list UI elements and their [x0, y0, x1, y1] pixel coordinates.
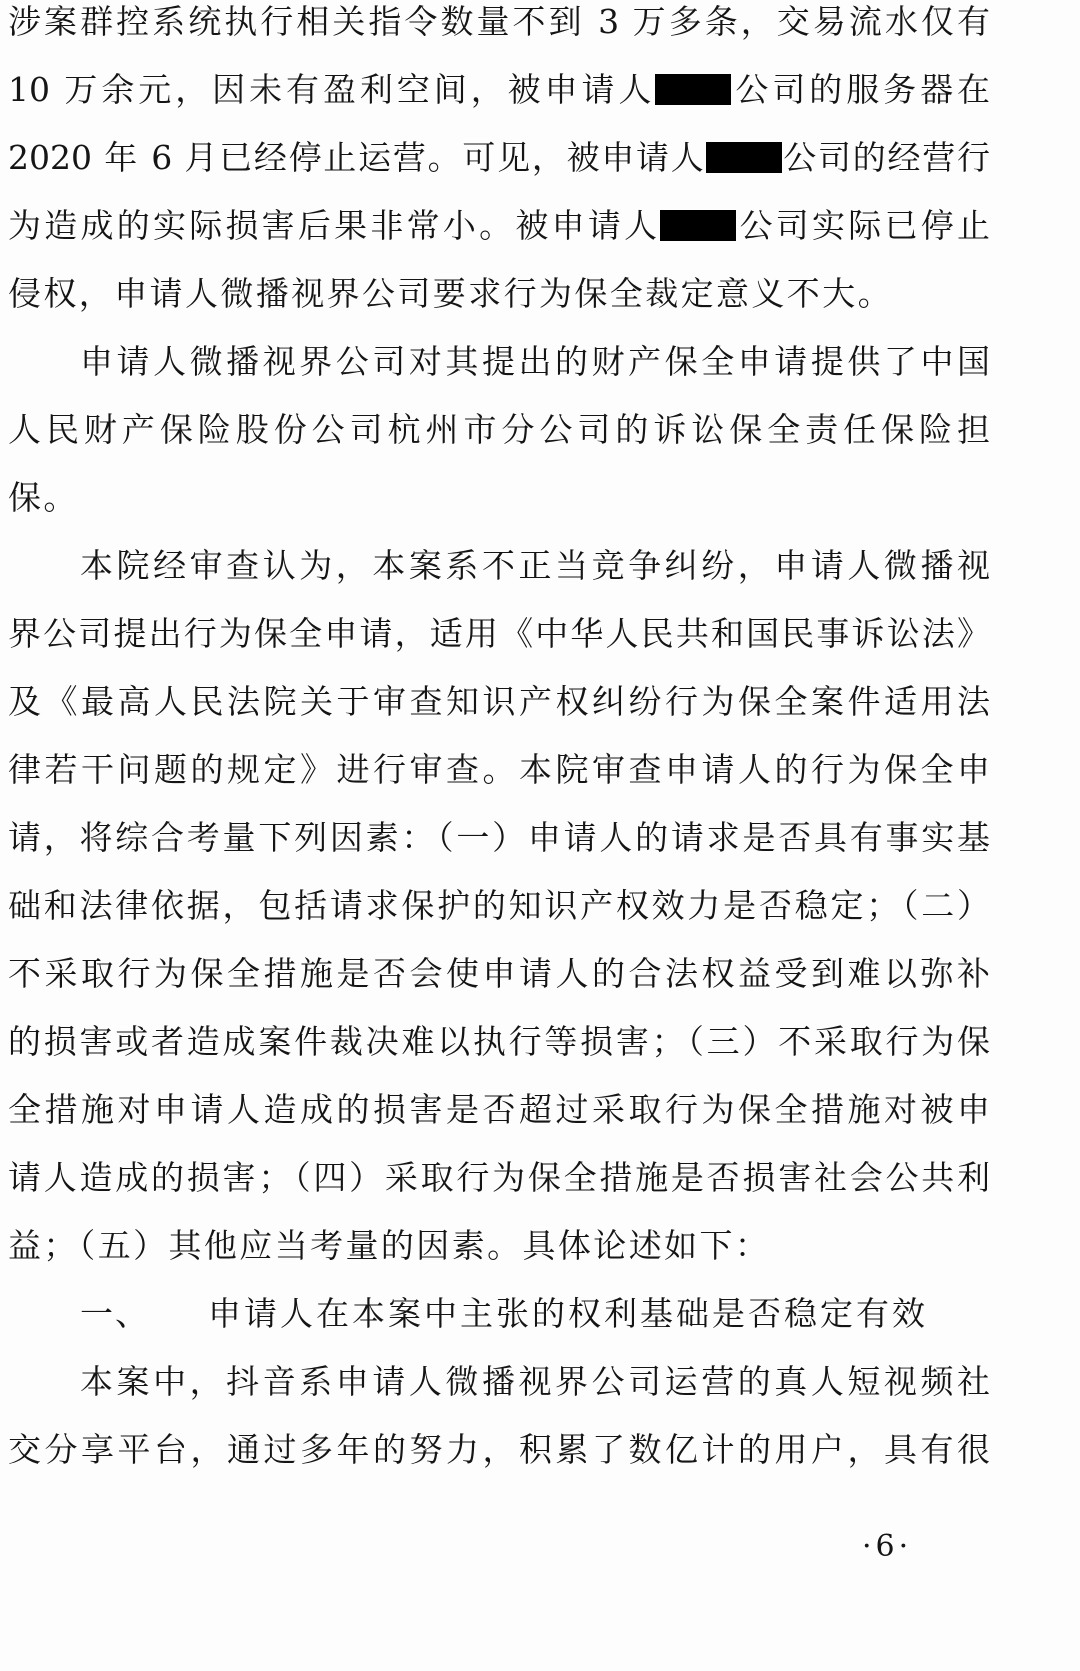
text-line: 交分享平台，通过多年的努力，积累了数亿计的用户，具有很: [8, 1430, 990, 1469]
text-segment: 公司实际已停止: [736, 206, 990, 245]
text-line: 的损害或者造成案件裁决难以执行等损害；（三）不采取行为保: [8, 1022, 990, 1061]
paragraph-first-line: 本案中，抖音系申请人微播视界公司运营的真人短视频社: [80, 1362, 990, 1401]
text-line: 及《最高人民法院关于审查知识产权纠纷行为保全案件适用法: [8, 682, 990, 721]
text-line: [8, 192, 990, 260]
section-heading-text: 申请人在本案中主张的权利基础是否稳定有效: [208, 1294, 928, 1333]
paragraph-first-line: 本院经审查认为，本案系不正当竞争纠纷，申请人微播视: [80, 546, 990, 585]
text-line: 保。: [8, 478, 79, 517]
text-line: 益；（五）其他应当考量的因素。具体论述如下：: [8, 1226, 771, 1265]
redaction-block: [655, 74, 731, 105]
page-number: ·6·: [862, 1529, 913, 1564]
text-segment: 公司的经营行: [781, 138, 990, 177]
text-line: [8, 56, 990, 124]
text-line: 律若干问题的规定》进行审查。本院审查申请人的行为保全申: [8, 750, 990, 789]
text-line: 人民财产保险股份公司杭州市分公司的诉讼保全责任保险担: [8, 410, 990, 449]
text-segment: 公司的服务器在: [731, 70, 990, 109]
redaction-block: [660, 210, 736, 241]
text-line: 界公司提出行为保全申请，适用《中华人民共和国民事诉讼法》: [8, 614, 990, 653]
redaction-block: [706, 142, 782, 173]
text-line: 请，将综合考量下列因素：（一）申请人的请求是否具有事实基: [8, 818, 990, 857]
text-line: 涉案群控系统执行相关指令数量不到 3 万多条，交易流水仅有: [8, 2, 990, 41]
text-line: 侵权，申请人微播视界公司要求行为保全裁定意义不大。: [8, 274, 893, 313]
text-segment: 10 万余元，因未有盈利空间，被申请人: [8, 70, 656, 109]
paragraph-first-line: 申请人微播视界公司对其提出的财产保全申请提供了中国: [80, 342, 990, 381]
text-line: 础和法律依据，包括请求保护的知识产权效力是否稳定；（二）: [8, 886, 990, 925]
text-line: 请人造成的损害；（四）采取行为保全措施是否损害社会公共利: [8, 1158, 990, 1197]
text-line: 不采取行为保全措施是否会使申请人的合法权益受到难以弥补: [8, 954, 990, 993]
body-text: [8, 0, 990, 1484]
text-segment: 2020 年 6 月已经停止运营。可见，被申请人: [8, 138, 706, 177]
text-line: 全措施对申请人造成的损害是否超过采取行为保全措施对被申: [8, 1090, 990, 1129]
section-heading-number: 一、: [80, 1294, 150, 1333]
section-heading: [8, 1280, 990, 1348]
text-segment: 为造成的实际损害后果非常小。被申请人: [8, 206, 661, 245]
text-line: [8, 124, 990, 192]
